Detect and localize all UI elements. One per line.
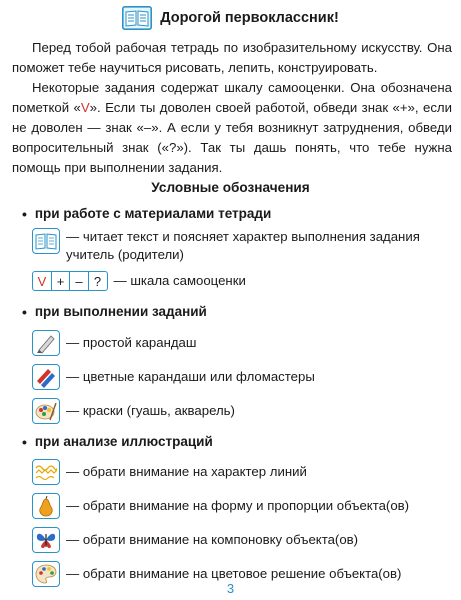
intro-text [12,38,452,178]
section-heading-label: при анализе иллюстраций [34,434,213,449]
legend-title: Условные обозначения [151,180,310,195]
legend-row-pencil [32,330,196,356]
page-title: Дорогой первоклассник! [160,10,339,26]
legend-paints-text: — краски (гуашь, акварель) [66,403,235,418]
intro-p2-end: ». Если ты доволен своей работой, обведи знак «+», если не доволен — знак «–». А если у тебя возникнут затруднения, обведи вопросительный знак («?»). Так ты дашь понять, что тебе нужна помощь при выполнении задания. [12,100,452,175]
paints-icon [32,398,60,424]
legend-form-text: — обрати внимание на форму и пропорции объекта(ов) [66,498,410,513]
page-header [0,6,461,30]
bullet-icon: • [22,303,27,320]
section-heading-label: при работе с материалами тетради [34,206,272,221]
section-heading-illustrations [22,434,213,449]
legend-composition-text: — обрати внимание на компоновку объекта(ов) [66,532,359,547]
legend-row-paints [32,398,235,424]
self-assessment-scale [32,271,108,291]
scale-cell-question: ? [88,271,108,291]
legend-row-colored-pencils [32,364,315,390]
scale-cell-minus: – [69,271,89,291]
intro-p2-start: Некоторые задания содержат шкалу самооценки. Она обозначена пометкой « [12,80,452,115]
scale-cell-check: V [32,271,52,291]
scale-cell-plus: + [51,271,71,291]
legend-color-text: — обрати внимание на цветовое решение объекта(ов) [66,566,402,581]
legend-row-lines [32,459,307,485]
pear-icon [32,493,60,519]
legend-row-read [32,228,426,264]
legend-scale-text: — шкала самооценки [113,273,246,288]
section-heading-tasks [22,304,207,319]
bullet-icon: • [22,433,27,450]
section-heading-materials [22,206,271,221]
intro-paragraph-2 [12,78,452,178]
legend-colored-text: — цветные карандаши или фломастеры [66,369,315,384]
section-heading-label: при выполнении заданий [34,304,207,319]
page-number: 3 [226,581,235,596]
colored-pencils-icon [32,364,60,390]
legend-row-scale [32,271,246,291]
check-mark: V [80,100,90,115]
legend-lines-text: — обрати внимание на характер линий [66,464,307,479]
legend-pencil-text: — простой карандаш [66,335,197,350]
bullet-icon: • [22,205,27,222]
open-book-icon [122,6,152,30]
wavy-lines-icon [32,459,60,485]
butterfly-icon [32,527,60,553]
legend-read-text: — читает текст и поясняет характер выполнения задания учитель (родители) [66,229,420,262]
open-book-icon [32,228,60,254]
legend-row-form [32,493,409,519]
legend-row-composition [32,527,358,553]
pencil-icon [32,330,60,356]
intro-paragraph-1: Перед тобой рабочая тетрадь по изобразительному искусству. Она поможет тебе научиться рисовать, лепить, конструировать. [12,40,452,75]
